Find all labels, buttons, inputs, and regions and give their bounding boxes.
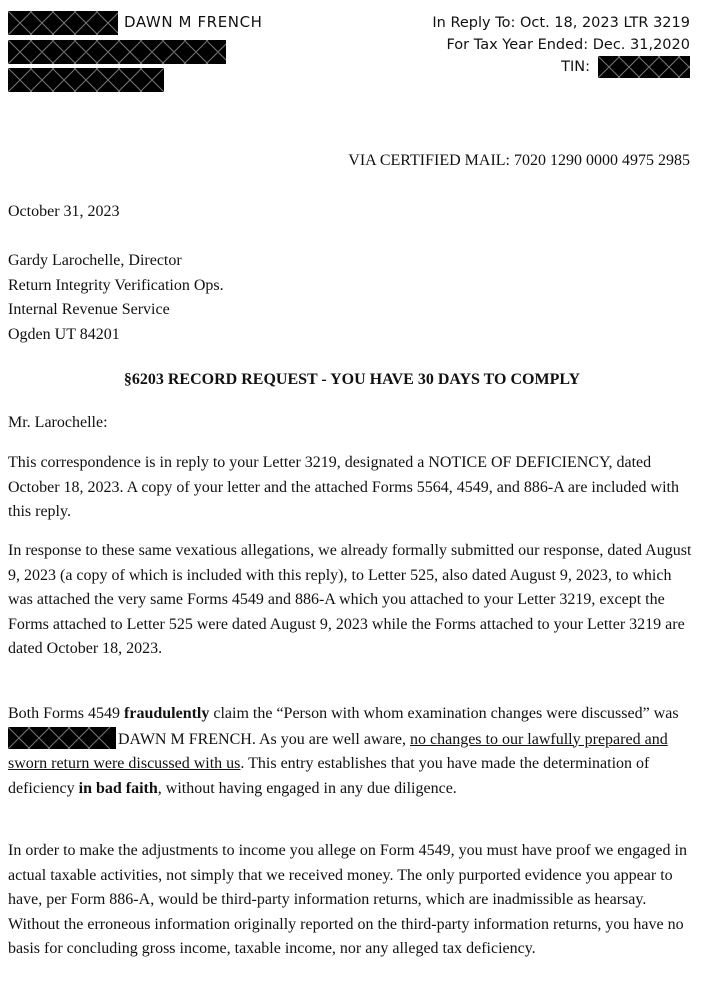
letter-date: October 31, 2023 xyxy=(8,203,120,220)
p3-text-c: claim the “Person with whom examination changes were discussed” was xyxy=(209,705,679,722)
in-reply-to-line: In Reply To: Oct. 18, 2023 LTR 3219 xyxy=(432,15,690,31)
p3-underlined-statement: no changes to our lawfully prepared and sworn return were discussed with us xyxy=(8,730,668,773)
tin-row xyxy=(432,56,690,78)
redacted-inline-name xyxy=(8,727,116,749)
recipient-line-4: Ogden UT 84201 xyxy=(8,325,120,343)
recipient-address xyxy=(8,249,694,347)
salutation: Mr. Larochelle: xyxy=(8,414,108,431)
sender-name: DAWN M FRENCH xyxy=(124,13,263,31)
reply-reference-block xyxy=(432,12,690,78)
paragraph-4: In order to make the adjustments to income you allege on Form 4549, you must have proof we engaged in actual taxable activities, not simply that we received money. The only purported evidence you appear to have, per Form 886-A, would be third-party information returns, which are inadmissible as hearsay. Without the erroneous information originally reported on the third-party information returns, you have no basis for concluding gross income, taxable income, nor any alleged tax deficiency. xyxy=(8,842,687,958)
redacted-tin xyxy=(598,56,690,78)
p3-text-f: . This entry establishes that you have made the determination of deficiency xyxy=(8,755,650,797)
paragraph-2: In response to these same vexatious allegations, we already formally submitted our response, dated August 9, 2023 (a copy of which is included with this reply), to Letter 525, also dated August 9, 2023, to which was attached the very same Forms 4549 and 886-A which you attached to your Letter 3219, except the Forms attached to Letter 525 were dated August 9, 2023 while the Forms attached to your Letter 3219 are dated October 18, 2023. xyxy=(8,542,692,658)
paragraph-3 xyxy=(8,702,694,801)
certified-mail-line: VIA CERTIFIED MAIL: 7020 1290 0000 4975 2985 xyxy=(348,152,690,169)
recipient-line-1: Gardy Larochelle, Director xyxy=(8,252,182,269)
p3-text-a: Both Forms 4549 xyxy=(8,705,125,722)
p3-text-d: DAWN M FRENCH. As you are well aware, xyxy=(118,730,410,748)
p3-bold-bad-faith: in bad faith xyxy=(78,779,158,797)
recipient-line-3: Internal Revenue Service xyxy=(8,301,170,319)
p3-bold-fraudulently: fraudulently xyxy=(124,705,210,722)
redacted-sender-id xyxy=(8,11,118,35)
redacted-sender-street xyxy=(8,40,226,64)
redacted-sender-city xyxy=(8,68,164,92)
p3-text-h: , without having engaged in any due diligence. xyxy=(157,779,457,797)
subject-line: §6203 RECORD REQUEST - YOU HAVE 30 DAYS TO COMPLY xyxy=(123,371,581,388)
tax-year-line: For Tax Year Ended: Dec. 31,2020 xyxy=(446,37,690,53)
paragraph-1: This correspondence is in reply to your Letter 3219, designated a NOTICE OF DEFICIENCY, dated October 18, 2023. A copy of your letter and the attached Forms 5564, 4549, and 886-A are included with this reply. xyxy=(8,454,679,521)
recipient-line-2: Return Integrity Verification Ops. xyxy=(8,276,224,294)
tin-label: TIN: xyxy=(561,59,590,75)
